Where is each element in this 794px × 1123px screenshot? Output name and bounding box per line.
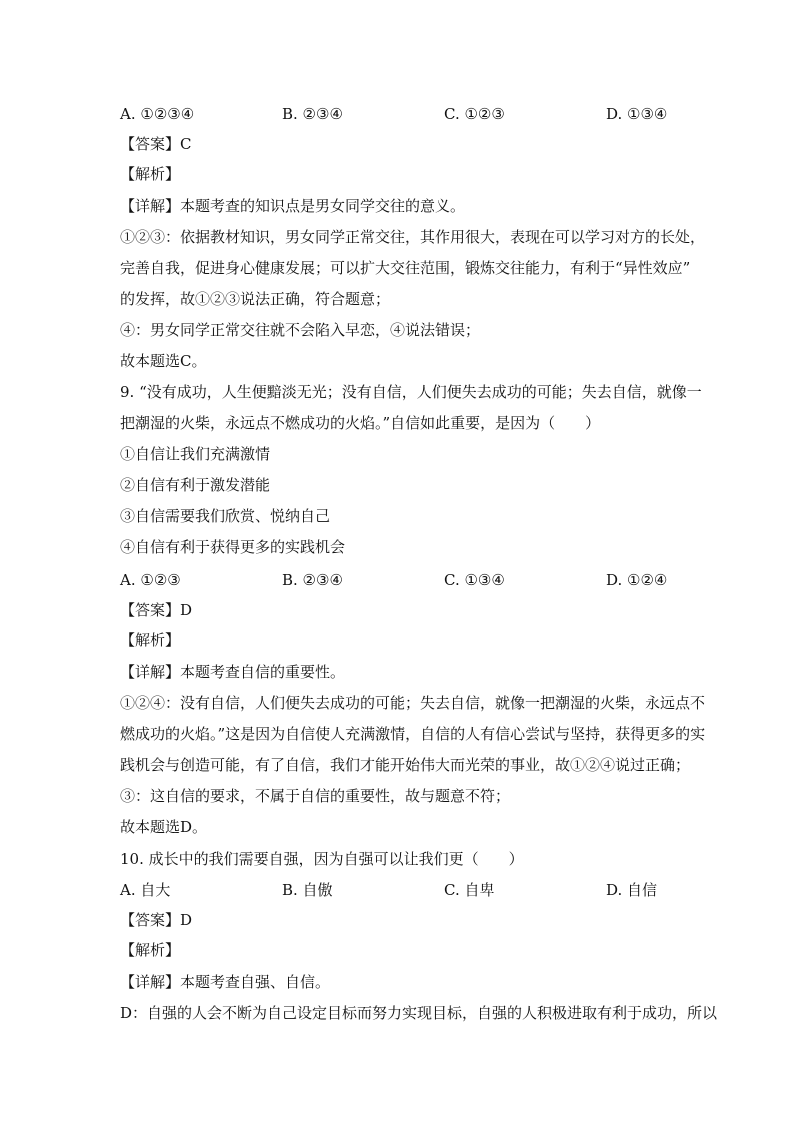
q9-body-line: ①②④：没有自信，人们便失去成功的可能；失去自信，就像一把潮湿的火柴，永远点不 [120, 694, 706, 712]
q9-option-a: A. ①②③ [120, 571, 181, 589]
q9-conclusion: 故本题选D。 [120, 818, 208, 836]
q9-statement: ③自信需要我们欣赏、悦纳自己 [120, 507, 331, 525]
q10-option-d: D. 自信 [606, 881, 658, 899]
q10-detail: 【详解】本题考查自强、自信。 [120, 973, 331, 991]
q8-body-line: 完善自我，促进身心健康发展；可以扩大交往范围，锻炼交往能力，有利于“异性效应” [120, 259, 691, 277]
q9-body-line: 燃成功的火焰。”这是因为自信使人充满激情，自信的人有信心尝试与坚持，获得更多的实 [120, 725, 706, 743]
q10-analysis-heading: 【解析】 [120, 941, 181, 959]
q10-option-a: A. 自大 [120, 881, 171, 899]
q10-option-b: B. 自傲 [282, 881, 333, 899]
q8-conclusion: 故本题选C。 [120, 352, 207, 370]
q8-body-line: 的发挥，故①②③说法正确，符合题意； [120, 290, 391, 308]
q9-answer: 【答案】D [120, 601, 193, 619]
q9-body-line: ③：这自信的要求，不属于自信的重要性，故与题意不符； [120, 787, 511, 805]
q9-stem-line: 把潮湿的火柴，永远点不燃成功的火焰。”自信如此重要，是因为（ ） [120, 414, 601, 432]
q10-stem: 10. 成长中的我们需要自强，因为自强可以让我们更（ ） [120, 850, 524, 868]
q8-detail: 【详解】本题考查的知识点是男女同学交往的意义。 [120, 197, 466, 215]
q8-answer: 【答案】C [120, 135, 192, 153]
q10-option-c: C. 自卑 [444, 881, 495, 899]
q8-option-a: A. ①②③④ [120, 105, 195, 123]
q9-statement: ②自信有利于激发潜能 [120, 476, 271, 494]
q9-option-c: C. ①③④ [444, 571, 505, 589]
q8-option-d: D. ①③④ [606, 105, 668, 123]
q9-option-b: B. ②③④ [282, 571, 343, 589]
q8-body-line: ①②③：依据教材知识，男女同学正常交往，其作用很大，表现在可以学习对方的长处， [120, 228, 706, 246]
q9-body-line: 践机会与创造可能，有了自信，我们才能开始伟大而光荣的事业，故①②④说过正确； [120, 756, 691, 774]
q10-body-line: D：自强的人会不断为自己设定目标而努力实现目标，自强的人积极进取有利于成功，所以 [120, 1004, 718, 1022]
q9-stem-line: 9. “没有成功，人生便黯淡无光；没有自信，人们便失去成功的可能；失去自信，就像一 [120, 383, 702, 401]
q9-detail: 【详解】本题考查自信的重要性。 [120, 663, 346, 681]
q8-analysis-heading: 【解析】 [120, 165, 181, 183]
q9-analysis-heading: 【解析】 [120, 631, 181, 649]
q9-statement: ④自信有利于获得更多的实践机会 [120, 538, 346, 556]
q10-options [120, 880, 720, 900]
q8-option-b: B. ②③④ [282, 105, 343, 123]
q9-statement: ①自信让我们充满激情 [120, 445, 271, 463]
q8-option-c: C. ①②③ [444, 105, 505, 123]
q9-option-d: D. ①②④ [606, 571, 668, 589]
q10-answer: 【答案】D [120, 911, 193, 929]
q8-body-line: ④：男女同学正常交往就不会陷入早恋，④说法错误； [120, 321, 481, 339]
q8-options [120, 104, 720, 124]
q9-options [120, 570, 720, 590]
